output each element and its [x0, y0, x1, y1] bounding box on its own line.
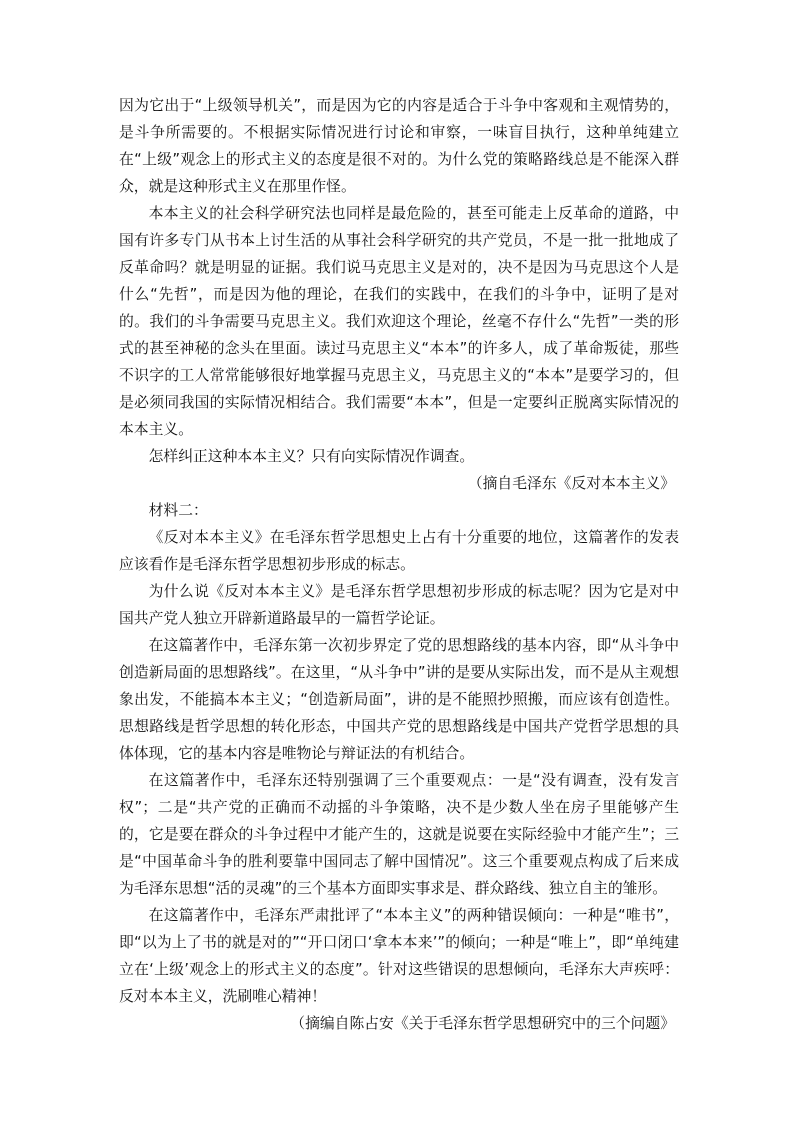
paragraph-5: 为什么说《反对本本主义》是毛泽东哲学思想初步形成的标志呢？因为它是对中国共产党人独立开辟新道路最早的一篇哲学论证。 [119, 583, 679, 627]
material-two-heading: 材料二： [148, 502, 208, 519]
paragraph-4: 《反对本本主义》在毛泽东哲学思想史上占有十分重要的地位，这篇著作的发表应该看作是毛泽东哲学思想初步形成的标志。 [119, 529, 679, 573]
paragraph-2: 本本主义的社会科学研究法也同样是最危险的，甚至可能走上反革命的道路，中国有许多专门从书本上讨生活的从事社会科学研究的共产党员，不是一批一批地成了反革命吗？就是明显的证据。我们说马克思主义是对的，决不是因为马克思这个人是什么“先哲”，而是因为他的理论，在我们的实践中，在我们的斗争中，证明了是对的。我们的斗争需要马克思主义。我们欢迎这个理论，丝毫不存什么“先哲”一类的形式的甚至神秘的念头在里面。读过马克思主义“本本”的许多人，成了革命叛徒，那些不识字的工人常常能够很好地掌握马克思主义，马克思主义的“本本”是要学习的，但是必须同我国的实际情况相结合。我们需要“本本”，但是一定要纠正脱离实际情况的本本主义。 [119, 205, 679, 438]
source-citation-2: （摘编自陈占安《关于毛泽东哲学思想研究中的三个问题》 [290, 1015, 675, 1032]
paragraph-6: 在这篇著作中，毛泽东第一次初步界定了党的思想路线的基本内容，即“从斗争中创造新局面的思想路线”。在这里，“从斗争中”讲的是要从实际出发，而不是从主观想象出发，不能搞本本主义；“创造新局面”，讲的是不能照抄照搬，而应该有创造性。思想路线是哲学思想的转化形态，中国共产党的思想路线是中国共产党哲学思想的具体体现，它的基本内容是唯物论与辩证法的有机结合。 [119, 637, 679, 762]
document-page [119, 92, 679, 1037]
paragraph-7: 在这篇著作中，毛泽东还特别强调了三个重要观点：一是“没有调查，没有发言权”；二是“共产党的正确而不动摇的斗争策略，决不是少数人坐在房子里能够产生的，它是要在群众的斗争过程中才能产生的，这就是说要在实际经验中才能产生”；三是“中国革命斗争的胜利要靠中国同志了解中国情况”。这三个重要观点构成了后来成为毛泽东思想“活的灵魂”的三个基本方面即实事求是、群众路线、独立自主的雏形。 [119, 772, 679, 897]
paragraph-3: 怎样纠正这种本本主义？只有向实际情况作调查。 [148, 448, 475, 465]
source-citation-1: （摘自毛泽东《反对本本主义》 [467, 475, 675, 492]
paragraph-8: 在这篇著作中，毛泽东严肃批评了“本本主义”的两种错误倾向：一种是“唯书”，即“以为上了书的就是对的”“开口闭口‘拿本本来’”的倾向；一种是“唯上”，即“单纯建立在‘上级’观念上的形式主义的态度”。针对这些错误的思想倾向，毛泽东大声疾呼：反对本本主义，洗刷唯心精神！ [119, 907, 679, 1005]
paragraph-1: 因为它出于“上级领导机关”，而是因为它的内容是适合于斗争中客观和主观情势的，是斗争所需要的。不根据实际情况进行讨论和审察，一味盲目执行，这种单纯建立在“上级”观念上的形式主义的态度是很不对的。为什么党的策略路线总是不能深入群众，就是这种形式主义在那里作怪。 [119, 97, 679, 195]
